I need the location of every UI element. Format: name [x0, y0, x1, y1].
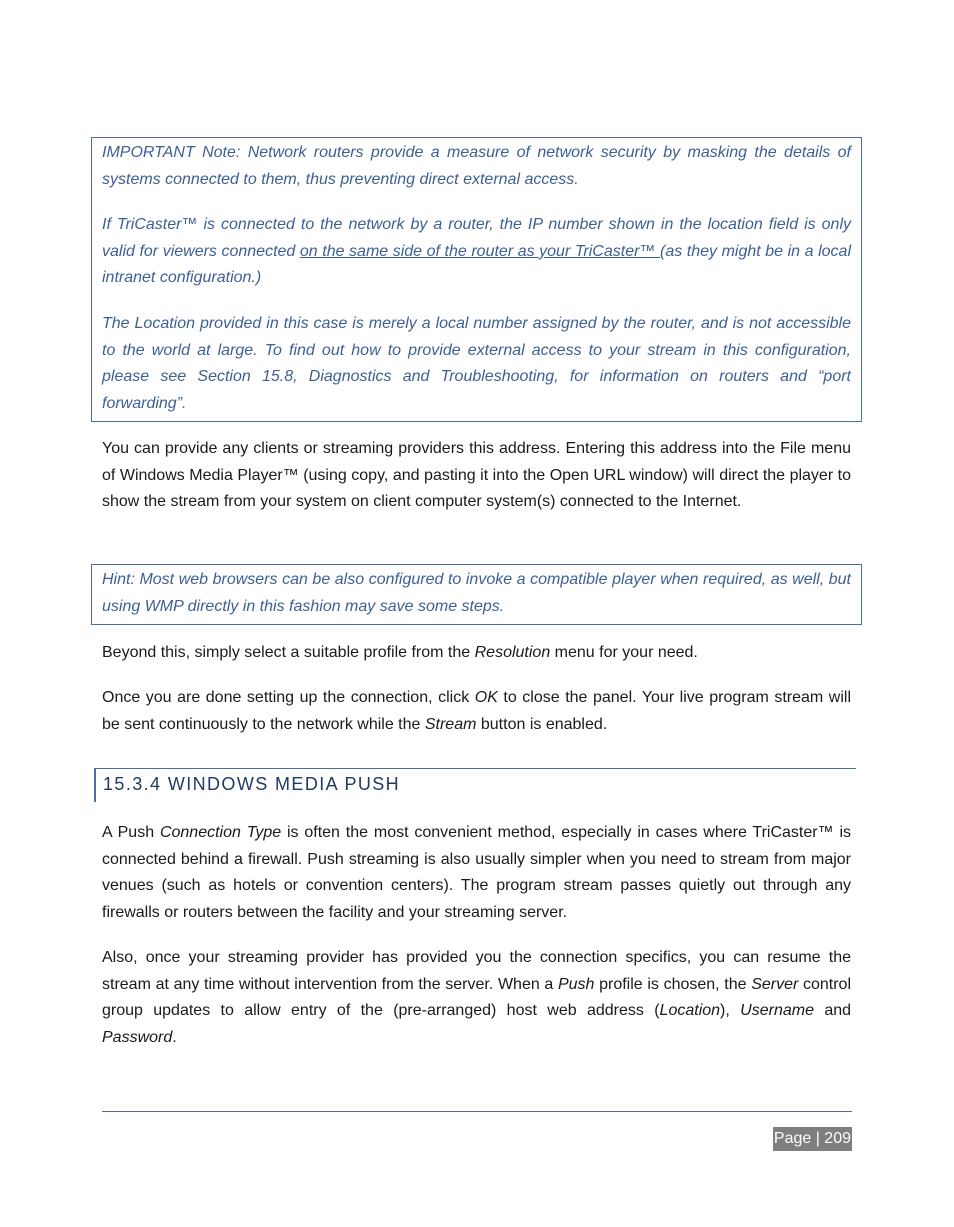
emphasis: OK [474, 689, 498, 706]
text: Once you are done setting up the connection, click [102, 689, 475, 706]
important-note-box [91, 137, 862, 422]
emphasis: Server [751, 975, 799, 993]
body-paragraph [102, 640, 851, 667]
note-paragraph [102, 212, 851, 292]
text: ), [720, 1002, 741, 1020]
body-paragraph [102, 945, 851, 1051]
text: Beyond this, simply select a suitable profile from the [102, 644, 475, 661]
section-heading [94, 768, 856, 802]
text: . [172, 1028, 177, 1046]
emphasis: Push [557, 975, 595, 993]
section-heading-text: 15.3.4 WINDOWS MEDIA PUSH [103, 774, 401, 794]
text: Also, once your streaming provider has provided you the connection specifics, you can resume the stream at any time without intervention from the server. When a [102, 949, 851, 993]
body-paragraph [102, 820, 851, 926]
text: and [813, 1002, 852, 1020]
text: button is enabled. [476, 715, 608, 733]
text: to close the panel. Your live program stream will be sent continuously to the network while the [102, 689, 852, 733]
emphasis: Location [659, 1002, 721, 1020]
emphasis: Password [102, 1028, 173, 1046]
text: menu for your need. [550, 644, 698, 661]
emphasis: Connection Type [159, 824, 282, 841]
hint-box [91, 564, 862, 625]
body-paragraph: You can provide any clients or streaming providers this address. Entering this address into the File menu of Windows Media Player™ (using copy, and pasting it into the Open URL window) will direct the player to show the stream from your system on client computer system(s) connected to the Internet. [102, 440, 851, 511]
footer-divider [102, 1111, 852, 1112]
note-underlined-text: on the same side of the router as your TriCaster™ [299, 242, 660, 260]
note-text: (as they might be in a local intranet configuration.) [102, 242, 851, 287]
page-number-badge: Page | 209 [773, 1127, 852, 1151]
note-paragraph: IMPORTANT Note: Network routers provide a measure of network security by masking the details of systems connected to them, thus preventing direct external access. [102, 144, 851, 188]
note-paragraph: The Location provided in this case is merely a local number assigned by the router, and is not accessible to the world at large. To find out how to provide external access to your stream in this configuration, please see Section 15.8, Diagnostics and Troubleshooting, for information on routers and “port forwarding”. [102, 314, 851, 412]
emphasis: Stream [424, 715, 477, 733]
body-paragraph [102, 685, 851, 738]
emphasis: Resolution [474, 644, 551, 661]
note-text: If TriCaster™ is connected to the network by a router, the IP number shown in the location field is only valid for viewers connected [102, 216, 851, 260]
text: control group updates to allow entry of the (pre-arranged) host web address ( [102, 975, 852, 1020]
text: profile is chosen, the [594, 975, 752, 993]
text: A Push [102, 824, 160, 841]
hint-text: Hint: Most web browsers can be also configured to invoke a compatible player when required, as well, but using WMP directly in this fashion may save some steps. [102, 571, 851, 615]
emphasis: Username [740, 1002, 814, 1020]
text: is often the most convenient method, especially in cases where TriCaster™ is connected behind a firewall. Push streaming is also usually simpler when you need to stream from major venues (such as hotels or convention centers). The program stream passes quietly out through any firewalls or routers between the facility and your streaming server. [102, 824, 852, 921]
